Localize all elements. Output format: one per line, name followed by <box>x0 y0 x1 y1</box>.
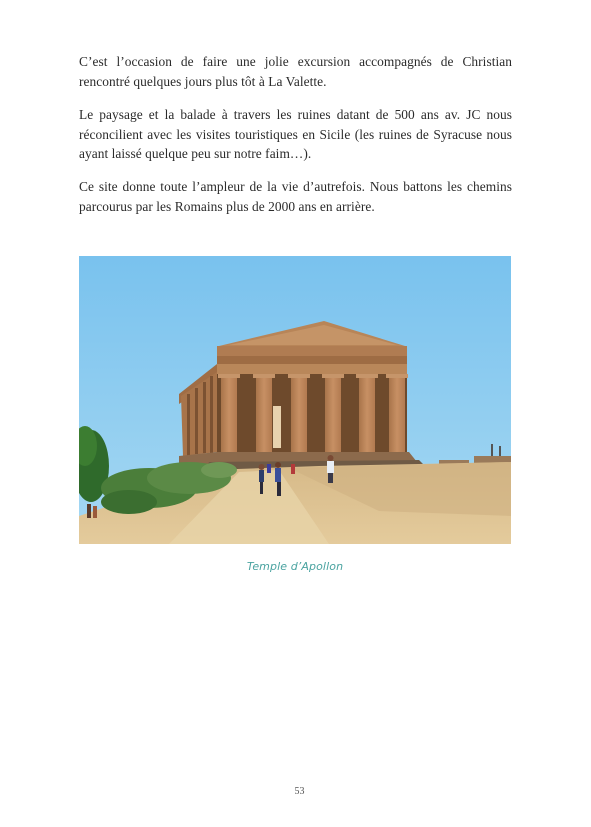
temple-photo <box>79 256 511 544</box>
page-number: 53 <box>294 786 305 797</box>
paragraph-2: Le paysage et la balade à travers les ruines datant de 500 ans av. JC nous réconcilient avec les visites touristiques en Sicile (les ruines de Syracuse nous ayant laissé quelque peu sur notre faim…). <box>79 107 512 161</box>
paragraph-3: Ce site donne toute l’ampleur de la vie d’autrefois. Nous battons les chemins parcourus par les Romains plus de 2000 ans en arrière. <box>79 179 512 214</box>
figure-caption: Temple d’Apollon <box>246 560 344 573</box>
paragraph-1: C’est l’occasion de faire une jolie excursion accompagnés de Christian rencontré quelques jours plus tôt à La Valette. <box>79 54 512 89</box>
